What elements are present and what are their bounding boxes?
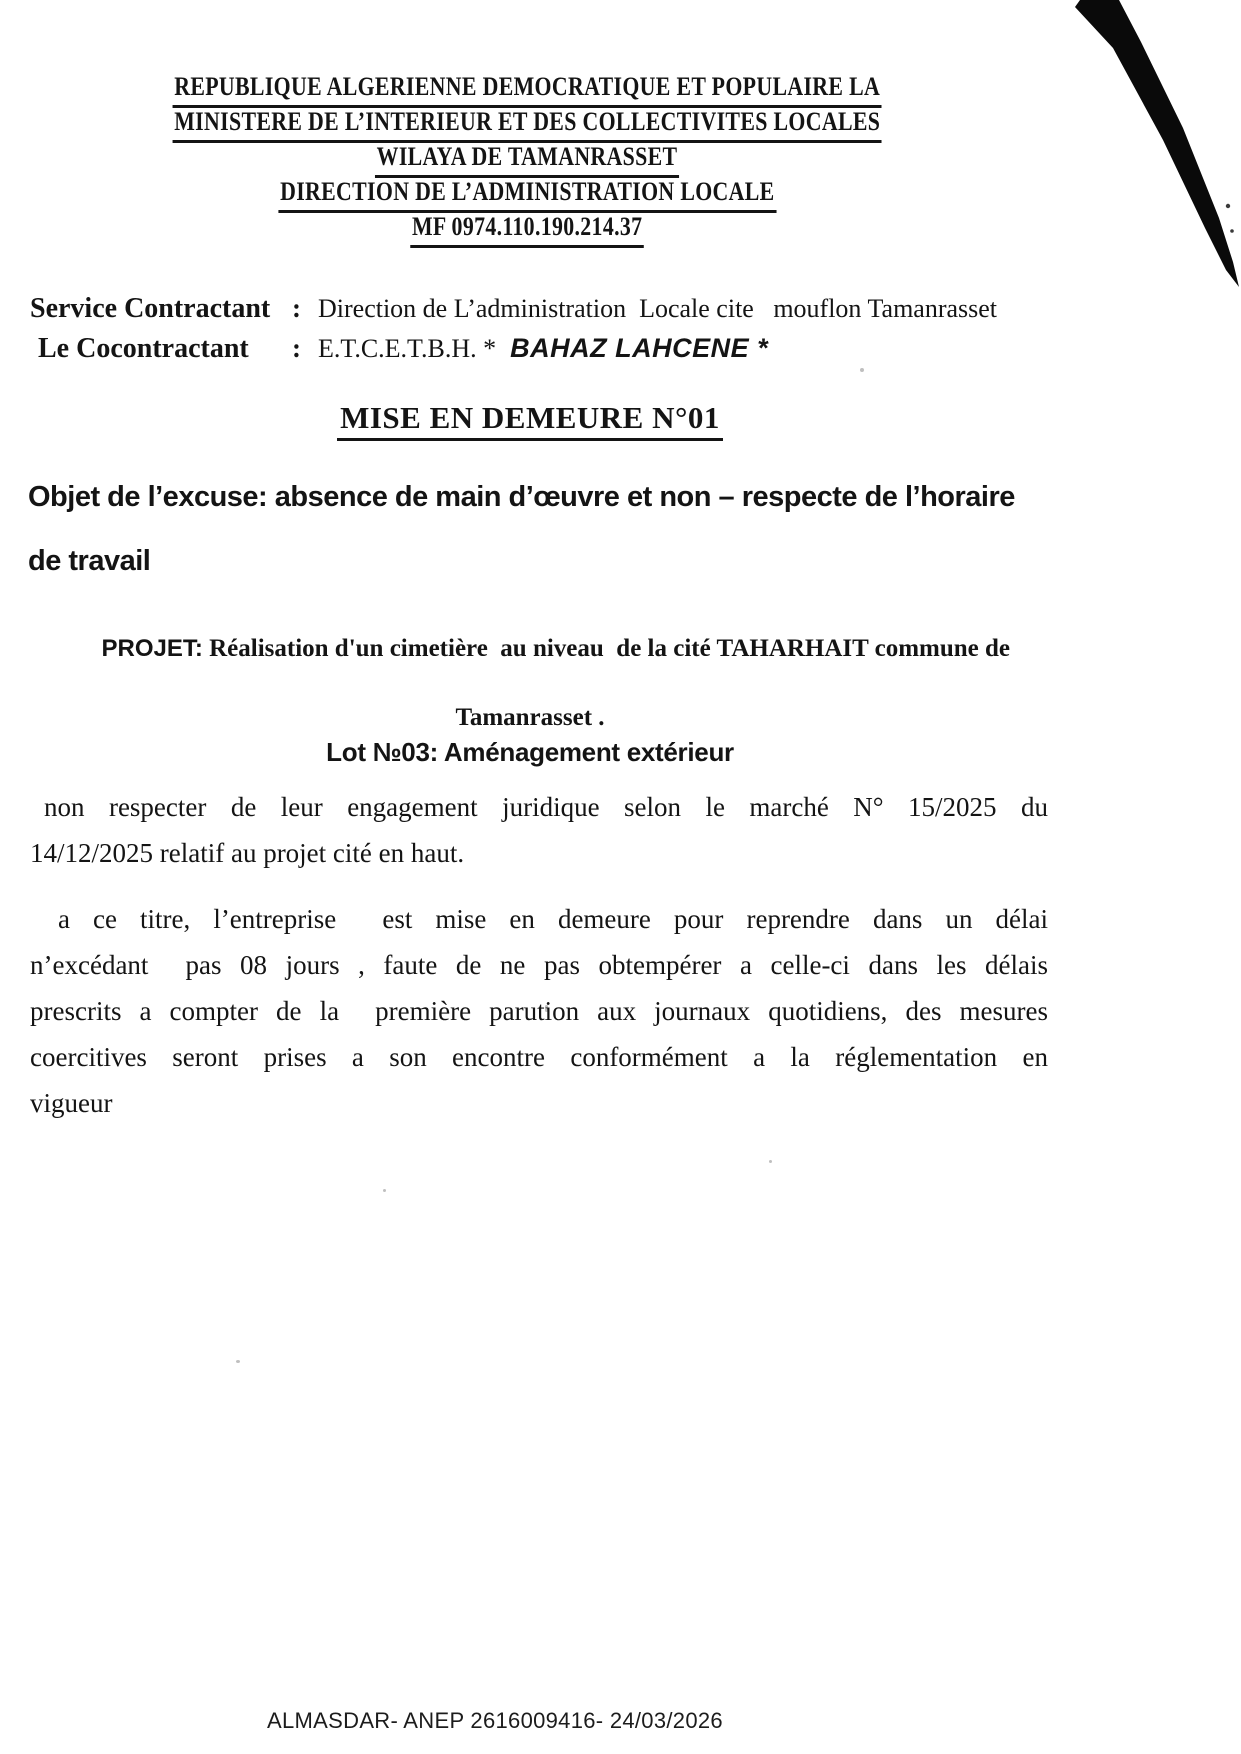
objet-section (28, 481, 1108, 578)
header-line-ministry (0, 105, 1055, 140)
service-contractant-row (30, 288, 1090, 328)
body-p1-line-2: 14/12/2025 relatif au projet cité en haut. (30, 838, 465, 868)
document-header (0, 70, 1055, 245)
scan-speck (236, 1360, 240, 1363)
service-contractant-label: Service Contractant (30, 293, 271, 324)
projet-section (0, 607, 1060, 768)
projet-commune: Tamanrasset . (455, 704, 605, 731)
header-line-direction (0, 175, 1055, 210)
projet-lot: Lot №03: Aménagement extérieur (326, 737, 734, 767)
header-line-wilaya-text: WILAYA DE TAMANRASSET (375, 140, 679, 178)
service-contractant-colon: : (292, 293, 301, 323)
projet-line-1 (0, 607, 1060, 691)
body-p1-line-1: non respecter de leur engagement juridique selon le marché N° 15/2025 du (44, 792, 1048, 822)
scan-speck (769, 1160, 772, 1163)
body-p2-line-3: prescrits a compter de la première parution aux journaux quotidiens, des mesures (30, 996, 1048, 1026)
document-title (0, 400, 1060, 441)
cocontractant-colon: : (292, 333, 301, 363)
publication-reference: ALMASDAR- ANEP 2616009416- 24/03/2026 (267, 1708, 723, 1733)
cocontractant-company-name: BAHAZ LAHCENE * (510, 333, 769, 363)
objet-line-2: de travail (28, 545, 151, 577)
header-line-wilaya (0, 140, 1055, 175)
header-line-republic-text: REPUBLIQUE ALGERIENNE DEMOCRATIQUE ET POPULAIRE LA (173, 70, 882, 108)
document-title-text: MISE EN DEMEURE N°01 (337, 400, 723, 441)
scan-speck (860, 368, 864, 372)
scan-speck (383, 1189, 386, 1192)
body-p2-line-5: vigueur (30, 1088, 113, 1118)
service-contractant-value: Direction de L’administration Locale cite mouflon Tamanrasset (318, 294, 998, 323)
body-p2-line-4: coercitives seront prises a son encontre conformément a la réglementation en (30, 1042, 1048, 1072)
body-p2-line-1: a ce titre, l’entreprise est mise en demeure pour reprendre dans un délai (58, 904, 1048, 934)
header-line-ministry-text: MINISTERE DE L’INTERIEUR ET DES COLLECTIVITES LOCALES (173, 105, 882, 143)
projet-description: Réalisation d'un cimetière au niveau de la cité TAHARHAIT commune de (202, 635, 1011, 662)
cocontractant-value: E.T.C.E.T.B.H. * (318, 334, 497, 363)
cocontractant-label: Le Cocontractant (38, 333, 249, 364)
objet-line-1: Objet de l’excuse: absence de main d’œuvre et non – respecte de l’horaire (28, 481, 1015, 513)
parties-section (30, 288, 1090, 368)
body-p2-line-2: n’excédant pas 08 jours , faute de ne pas obtempérer a celle-ci dans les délais (30, 950, 1048, 980)
body-paragraph-2 (30, 896, 1048, 1126)
cocontractant-row (30, 328, 1090, 368)
header-line-republic (0, 70, 1055, 105)
projet-label: PROJET: (101, 635, 203, 662)
header-line-mf-number (0, 210, 1055, 245)
header-line-mf-number-text: MF 0974.110.190.214.37 (411, 210, 645, 248)
header-line-direction-text: DIRECTION DE L’ADMINISTRATION LOCALE (279, 175, 777, 213)
body-paragraph-1 (30, 784, 1048, 876)
scan-corner-mark (1056, 0, 1241, 300)
